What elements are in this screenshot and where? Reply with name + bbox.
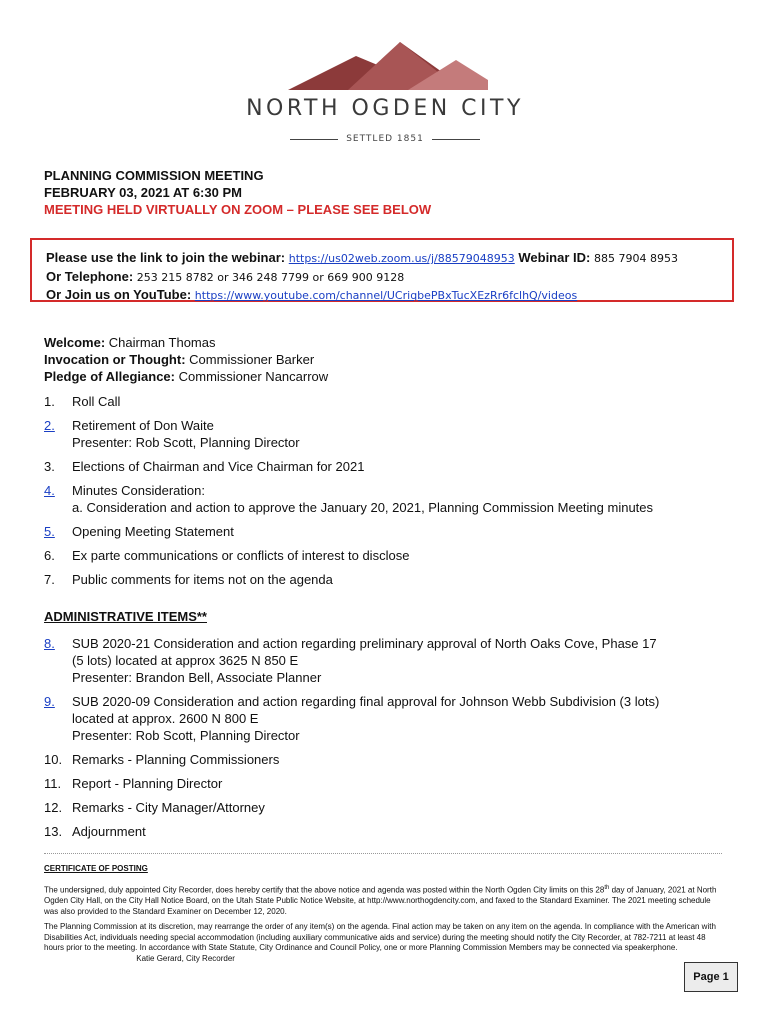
- agenda-item: [44, 635, 724, 686]
- agenda-item-text: [72, 547, 724, 564]
- agenda-item-number: 12.: [44, 800, 63, 815]
- agenda-item-line: a. Consideration and action to approve the January 20, 2021, Planning Commission Meeting minutes: [72, 500, 654, 515]
- agenda-item: [44, 547, 724, 564]
- youtube-label: Or Join us on YouTube:: [46, 287, 192, 302]
- agenda-item-text: [72, 635, 724, 686]
- agenda-item-line: Presenter: Rob Scott, Planning Director: [72, 435, 300, 450]
- certificate-heading: CERTIFICATE OF POSTING: [44, 864, 148, 873]
- agenda-item-number: 3.: [44, 459, 55, 474]
- agenda-item-line: Remarks - City Manager/Attorney: [72, 800, 265, 815]
- webinar-id-label: Webinar ID:: [518, 250, 591, 265]
- meeting-header: [44, 167, 431, 218]
- certificate-paragraph-1: The undersigned, duly appointed City Recorder, does hereby certify that the above notice and agenda was posted within the North Ogden City limits on this 28th day of January, 2021 at North Ogden City Hall, on the City Hall Notice Board, on the Utah State Public Notice Website, at http://www.northogdencity.com, and faxed to the Standard Examiner. The 2021 meeting schedule was also provided to the Standard Examiner on December 12, 2020.: [44, 885, 717, 916]
- footer-divider: [44, 853, 722, 854]
- pledge-line: [44, 368, 328, 385]
- agenda-item-text: [72, 693, 724, 744]
- invocation-value: Commissioner Barker: [189, 352, 315, 367]
- meeting-date: FEBRUARY 03, 2021 AT 6:30 PM: [44, 185, 242, 200]
- webinar-link[interactable]: https://us02web.zoom.us/j/88579048953: [288, 252, 515, 265]
- agenda-item-line: Report - Planning Director: [72, 776, 223, 791]
- agenda-item-text: [72, 751, 724, 768]
- telephone-numbers: 253 215 8782 or 346 248 7799 or 669 900 9128: [136, 270, 405, 284]
- meeting-notice: MEETING HELD VIRTUALLY ON ZOOM – PLEASE SEE BELOW: [44, 202, 432, 217]
- agenda-item-line: Presenter: Rob Scott, Planning Director: [72, 728, 300, 743]
- agenda-item-text: [72, 823, 724, 840]
- agenda-item-number: 1.: [44, 394, 55, 409]
- webinar-info-box: [30, 238, 734, 302]
- agenda-item-number[interactable]: 8.: [44, 636, 55, 651]
- certificate-paragraph-2: [44, 922, 724, 964]
- agenda-item-line: SUB 2020-21 Consideration and action regarding preliminary approval of North Oaks Cove, Phase 17: [72, 636, 657, 651]
- agenda-item-line: Opening Meeting Statement: [72, 524, 234, 539]
- opening-section: [44, 334, 328, 385]
- agenda-item: [44, 482, 724, 516]
- youtube-link[interactable]: https://www.youtube.com/channel/UCriqbePBxTucXEzRr6fclhQ/videos: [194, 289, 578, 302]
- agenda-item: [44, 571, 724, 588]
- admin-items-list: [44, 635, 724, 847]
- agenda-item: [44, 693, 724, 744]
- agenda-item-number: 6.: [44, 548, 55, 563]
- webinar-id: 885 7904 8953: [593, 252, 678, 265]
- agenda-item-line: Presenter: Brandon Bell, Associate Planner: [72, 670, 322, 685]
- agenda-item: [44, 799, 724, 816]
- webinar-label: Please use the link to join the webinar:: [46, 250, 286, 265]
- agenda-item: [44, 417, 724, 451]
- agenda-item: [44, 751, 724, 768]
- agenda-item-line: Minutes Consideration:: [72, 483, 205, 498]
- agenda-item-line: Public comments for items not on the agenda: [72, 572, 333, 587]
- agenda-item-text: [72, 799, 724, 816]
- page-number: Page 1: [684, 962, 738, 992]
- agenda-item-number[interactable]: 2.: [44, 418, 55, 433]
- agenda-item-text: [72, 523, 724, 540]
- telephone-row: [46, 268, 732, 287]
- agenda-item-text: [72, 393, 724, 410]
- agenda-item: [44, 458, 724, 475]
- agenda-item-line: Remarks - Planning Commissioners: [72, 752, 280, 767]
- webinar-row: [46, 249, 732, 268]
- agenda-item-line: located at approx. 2600 N 800 E: [72, 711, 259, 726]
- agenda-item-line: Retirement of Don Waite: [72, 418, 214, 433]
- settled-text: SETTLED 1851: [346, 134, 424, 144]
- agenda-item-text: [72, 571, 724, 588]
- invocation-line: [44, 351, 328, 368]
- agenda-item: [44, 523, 724, 540]
- agenda-item-number: 13.: [44, 824, 63, 839]
- certificate-signature: Katie Gerard, City Recorder: [136, 953, 235, 963]
- agenda-item-line: Elections of Chairman and Vice Chairman for 2021: [72, 459, 365, 474]
- agenda-item-text: [72, 775, 724, 792]
- agenda-item-number[interactable]: 5.: [44, 524, 55, 539]
- pledge-label: Pledge of Allegiance:: [44, 369, 175, 384]
- agenda-item-line: Roll Call: [72, 394, 121, 409]
- agenda-item-number[interactable]: 9.: [44, 694, 55, 709]
- agenda-item-text: [72, 482, 724, 516]
- divider-left: [290, 139, 338, 140]
- city-name: NORTH OGDEN CITY: [246, 96, 524, 121]
- certificate-paragraph-2-text: The Planning Commission at its discretion, may rearrange the order of any item(s) on the agenda. Final action may be taken on any item on the agenda. In compliance with the American with Disabilities Act, individuals needing special accommodation (including auxiliary communicative aids and service) during the meeting should notify the City Recorder, at 782-7211 at least 48 hours prior to the meeting. In accordance with State Statute, City Ordinance and Council Policy, one or more Planning Commission Members may be connected via speakerphone.: [44, 922, 716, 952]
- welcome-value: Chairman Thomas: [108, 335, 216, 350]
- welcome-line: [44, 334, 328, 351]
- agenda-item-text: [72, 417, 724, 451]
- agenda-item: [44, 393, 724, 410]
- agenda-item: [44, 823, 724, 840]
- telephone-label: Or Telephone:: [46, 268, 134, 284]
- agenda-item-number: 7.: [44, 572, 55, 587]
- agenda-item-line: SUB 2020-09 Consideration and action regarding final approval for Johnson Webb Subdivision (3 lots): [72, 694, 660, 709]
- settled-row: [290, 132, 480, 146]
- agenda-item-number[interactable]: 4.: [44, 483, 55, 498]
- city-logo: [240, 40, 530, 150]
- agenda-item-line: Adjournment: [72, 824, 146, 839]
- agenda-item-number: 11.: [44, 776, 62, 791]
- agenda-list: [44, 393, 724, 595]
- pledge-value: Commissioner Nancarrow: [178, 369, 329, 384]
- agenda-item-line: (5 lots) located at approx 3625 N 850 E: [72, 653, 299, 668]
- invocation-label: Invocation or Thought:: [44, 352, 186, 367]
- agenda-item-number: 10.: [44, 752, 63, 767]
- agenda-item-text: [72, 458, 724, 475]
- youtube-row: [46, 286, 732, 305]
- admin-heading: ADMINISTRATIVE ITEMS**: [44, 609, 207, 624]
- agenda-item-line: Ex parte communications or conflicts of interest to disclose: [72, 548, 410, 563]
- divider-right: [432, 139, 480, 140]
- mountains-logo-icon: [288, 42, 488, 92]
- welcome-label: Welcome:: [44, 335, 106, 350]
- meeting-title: PLANNING COMMISSION MEETING: [44, 168, 264, 183]
- agenda-item: [44, 775, 724, 792]
